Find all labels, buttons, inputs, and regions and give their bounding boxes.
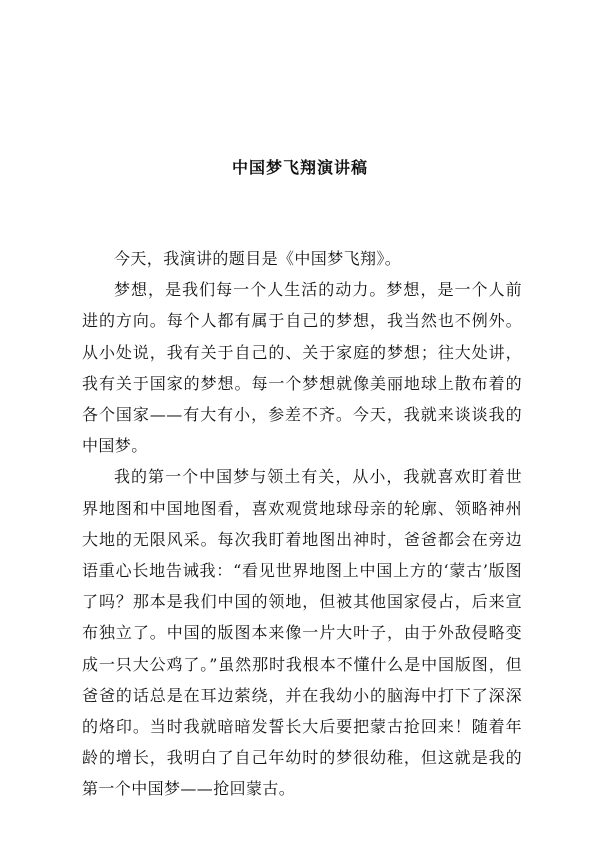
paragraph-first-dream: 我的第一个中国梦与领土有关，从小，我就喜欢盯着世界地图和中国地图看，喜欢观赏地球母亲的轮廓、领略神州大地的无限风采。每次我盯着地图出神时，爸爸都会在旁边语重心长地告诫我：“看见世界地图上中国上方的‘蒙古’版图了吗？那本是我们中国的领地，但被其他国家侵占，后来宣布独立了。中国的版图本来像一片大叶子，由于外敌侵略变成一只大公鸡了。”虽然那时我根本不懂什么是中国版图，但爸爸的话总是在耳边萦绕，并在我幼小的脑海中打下了深深的烙印。当时我就暗暗发誓长大后要把蒙古抢回来！随着年龄的增长，我明白了自己年幼时的梦很幼稚，但这就是我的第一个中国梦——抢回蒙古。 xyxy=(82,467,522,799)
document-title: 中国梦飞翔演讲稿 xyxy=(231,158,368,177)
paragraph-intro: 今天，我演讲的题目是《中国梦飞翔》。 xyxy=(114,249,402,268)
paragraph-dream-definition: 梦想，是我们每一个人生活的动力。梦想，是一个人前进的方向。每个人都有属于自己的梦想，我当然也不例外。从小处说，我有关于自己的、关于家庭的梦想；往大处讲，我有关于国家的梦想。每一个梦想就像美丽地球上散布着的各个国家——有大有小，参差不齐。今天，我就来谈谈我的中国梦。 xyxy=(82,280,522,456)
document-body xyxy=(82,243,522,805)
